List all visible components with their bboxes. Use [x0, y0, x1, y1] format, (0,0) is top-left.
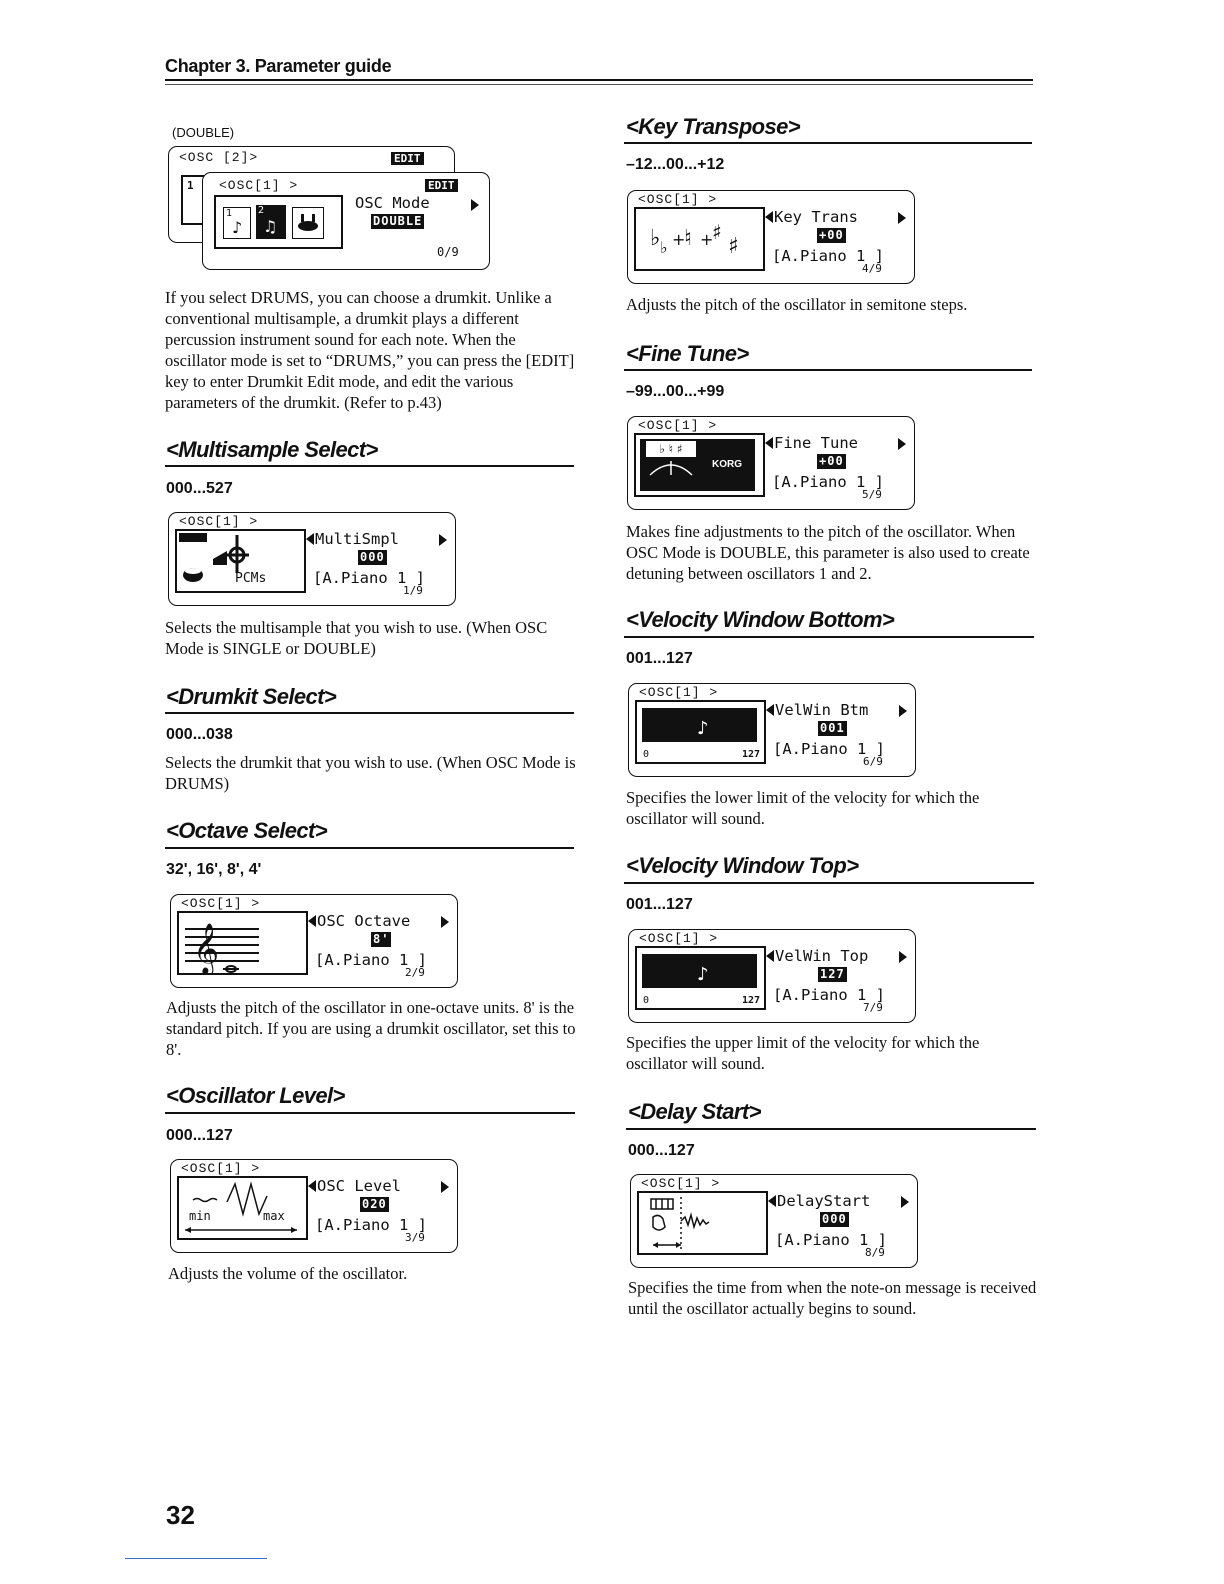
footer-rule	[125, 1558, 267, 1559]
tuner-display	[640, 439, 755, 491]
svg-text:♭: ♭	[660, 238, 668, 257]
edit-badge: EDIT	[425, 179, 458, 192]
page-indicator: 7/9	[863, 1001, 883, 1014]
svg-text:+: +	[700, 230, 714, 249]
section-title-drumkit: <Drumkit Select>	[166, 684, 337, 709]
section-rule	[624, 882, 1034, 884]
param-name: OSC Octave	[308, 911, 410, 931]
pcm-label: PCMs	[235, 571, 267, 586]
section-title-delay-start: <Delay Start>	[628, 1099, 761, 1124]
range-octave: 32', 16', 8', 4'	[166, 861, 262, 878]
next-arrow-icon	[441, 916, 449, 928]
param-name: Key Trans	[765, 207, 858, 227]
lcd-tab: <OSC[1] >	[638, 192, 718, 207]
header-rule	[165, 79, 1033, 81]
param-value: 000	[822, 1212, 847, 1226]
vel-bottom-desc: Specifies the lower limit of the velocity for which the oscillator will sound.	[626, 788, 980, 828]
prev-arrow-icon	[308, 1180, 316, 1192]
program-name: [A.Piano 1 ]	[772, 473, 884, 491]
section-title-fine-tune: <Fine Tune>	[626, 341, 749, 366]
prev-arrow-icon	[765, 211, 773, 223]
next-arrow-icon	[899, 705, 907, 717]
tuner-scale-icon: ♭ ♮ ♯	[646, 441, 696, 457]
range-delay-start: 000...127	[628, 1142, 695, 1159]
delay-start-desc: Specifies the time from when the note-on message is received until the oscillator actually begins to sound.	[628, 1278, 1037, 1318]
velocity-window-bar	[642, 954, 757, 988]
tuner-needle-icon	[646, 457, 696, 477]
vel-top-desc: Specifies the upper limit of the velocity for which the oscillator will sound.	[626, 1033, 980, 1073]
prev-arrow-icon	[766, 704, 774, 716]
range-key-transpose: –12...00...+12	[626, 156, 725, 173]
section-title-vel-top: <Velocity Window Top>	[626, 853, 859, 878]
lcd-delay-start	[630, 1174, 918, 1268]
page-indicator: 6/9	[863, 755, 883, 768]
lcd-graphic-box	[175, 529, 306, 593]
param-name: VelWin Btm	[766, 700, 868, 720]
prev-arrow-icon	[768, 1195, 776, 1207]
program-name: [A.Piano 1 ]	[315, 951, 427, 969]
lcd-graphic-box	[177, 1176, 308, 1240]
note-icon: ♪	[232, 218, 243, 237]
osc-level-desc: Adjusts the volume of the oscillator.	[168, 1264, 408, 1283]
section-rule	[626, 1128, 1036, 1130]
program-name: [A.Piano 1 ]	[773, 986, 885, 1004]
section-title-key-transpose: <Key Transpose>	[626, 114, 801, 139]
edit-badge: EDIT	[391, 152, 424, 165]
param-name: DelayStart	[768, 1191, 870, 1211]
param-name: Fine Tune	[765, 433, 858, 453]
page-indicator: 1/9	[403, 584, 423, 597]
chapter-title: Chapter 3. Parameter guide	[165, 56, 392, 76]
velocity-min-label: 0	[643, 749, 650, 760]
icon-number: 2	[258, 205, 265, 216]
section-title-osc-level: <Oscillator Level>	[166, 1083, 345, 1108]
svg-text:♭: ♭	[650, 226, 661, 251]
prev-arrow-icon	[765, 437, 773, 449]
range-drumkit: 000...038	[166, 726, 233, 743]
section-rule	[165, 847, 574, 849]
svg-text:♯: ♯	[712, 220, 722, 244]
header-rule-thin	[165, 84, 1033, 85]
max-label: max	[263, 1209, 285, 1223]
section-rule	[624, 636, 1034, 638]
lcd-octave	[170, 894, 458, 988]
double-label: (DOUBLE)	[172, 125, 235, 140]
waveform-level-icon	[179, 1178, 306, 1238]
param-value: +00	[819, 228, 844, 242]
lcd-graphic-box	[177, 911, 308, 975]
svg-text:♮: ♮	[684, 226, 692, 251]
drumkit-desc: Selects the drumkit that you wish to use. (When OSC Mode is DRUMS)	[165, 753, 576, 793]
param-name: OSC Mode	[355, 194, 430, 212]
note-icon: ♪	[697, 964, 709, 985]
lcd-tab: <OSC[1] >	[639, 685, 719, 700]
param-value: 000	[360, 550, 385, 564]
key-transpose-desc: Adjusts the pitch of the oscillator in semitone steps.	[626, 295, 968, 314]
double-note-icon	[256, 205, 286, 239]
prev-arrow-icon	[306, 533, 314, 545]
program-name: [A.Piano 1 ]	[775, 1231, 887, 1249]
note-icon: ♪	[697, 718, 709, 739]
icon-number: 1	[226, 208, 233, 219]
param-value: 127	[820, 967, 845, 981]
range-osc-level: 000...127	[166, 1127, 233, 1144]
lcd-tab: <OSC [2]>	[179, 150, 259, 165]
lcd-fine-tune	[627, 416, 915, 510]
drum-icon	[292, 207, 324, 239]
param-value: 8'	[373, 932, 390, 946]
page-indicator: 5/9	[862, 488, 882, 501]
osc-mode-graphic	[214, 195, 343, 249]
page-indicator: 4/9	[862, 262, 882, 275]
lcd-multisample	[168, 512, 456, 606]
back-icon-number: 1	[187, 179, 194, 192]
fine-tune-desc: Makes fine adjustments to the pitch of the oscillator. When OSC Mode is DOUBLE, this parameter is also used to create detuning between oscillators 1 and 2.	[626, 522, 1030, 583]
lcd-tab: <OSC[1] >	[181, 896, 261, 911]
section-rule	[165, 712, 574, 714]
lcd-graphic-box	[637, 1191, 768, 1255]
lcd-tab: <OSC[1] >	[638, 418, 718, 433]
next-arrow-icon	[471, 199, 479, 211]
svg-text:𝄞: 𝄞	[193, 923, 220, 973]
lcd-double-stack	[168, 146, 493, 270]
velocity-max-label: 127	[741, 995, 760, 1006]
range-multisample: 000...527	[166, 480, 233, 497]
lcd-tab: <OSC[1] >	[179, 514, 259, 529]
velocity-min-label: 0	[643, 995, 650, 1006]
svg-text:♯: ♯	[728, 234, 739, 259]
prev-arrow-icon	[766, 950, 774, 962]
notes-icon: ♫	[263, 217, 278, 236]
lcd-tab: <OSC[1] >	[219, 178, 299, 193]
param-value: 001	[820, 721, 845, 735]
next-arrow-icon	[441, 1181, 449, 1193]
page-indicator: 2/9	[405, 966, 425, 979]
lcd-vel-bottom	[628, 683, 916, 777]
lcd-vel-top	[628, 929, 916, 1023]
octave-desc: Adjusts the pitch of the oscillator in one-octave units. 8' is the standard pitch. If you are using a drumkit oscillator, set this to 8'.	[166, 998, 576, 1059]
program-name: [A.Piano 1 ]	[313, 569, 425, 587]
lcd-graphic-box	[634, 207, 765, 271]
program-name: [A.Piano 1 ]	[315, 1216, 427, 1234]
section-rule	[624, 369, 1032, 371]
drums-paragraph: If you select DRUMS, you can choose a drumkit. Unlike a conventional multisample, a drumkit plays a different percussion instrument sound for each note. When the oscillator mode is set to “DRUMS,” you can press the [EDIT] key to enter Drumkit Edit mode, and edit the various parameters of the drumkit. (Refer to p.43)	[165, 288, 575, 412]
program-name: [A.Piano 1 ]	[772, 247, 884, 265]
korg-logo: KORG	[712, 459, 742, 470]
lcd-graphic-box	[634, 433, 765, 497]
param-value: DOUBLE	[373, 214, 423, 228]
lcd-osc-level	[170, 1159, 458, 1253]
page-indicator: 8/9	[865, 1246, 885, 1259]
lcd-front-screen	[202, 172, 490, 270]
range-fine-tune: –99...00...+99	[626, 383, 725, 400]
accidentals-icon	[636, 209, 763, 269]
section-title-multisample: <Multisample Select>	[166, 437, 378, 462]
lcd-tab: <OSC[1] >	[181, 1161, 261, 1176]
range-vel-bottom: 001...127	[626, 650, 693, 667]
lcd-tab: <OSC[1] >	[639, 931, 719, 946]
range-vel-top: 001...127	[626, 896, 693, 913]
lcd-tab: <OSC[1] >	[641, 1176, 721, 1191]
page-indicator: 0/9	[437, 245, 459, 259]
section-title-vel-bottom: <Velocity Window Bottom>	[626, 607, 895, 632]
single-note-icon	[223, 207, 251, 239]
param-name: MultiSmpl	[306, 529, 399, 549]
lcd-key-transpose	[627, 190, 915, 284]
delay-keyboard-icon	[639, 1193, 766, 1253]
treble-clef-icon	[179, 913, 306, 973]
min-label: min	[189, 1209, 211, 1223]
section-rule	[624, 142, 1032, 144]
velocity-max-label: 127	[741, 749, 760, 760]
param-name: OSC Level	[308, 1176, 401, 1196]
param-value: 020	[362, 1197, 387, 1211]
multisample-desc: Selects the multisample that you wish to use. (When OSC Mode is SINGLE or DOUBLE)	[165, 618, 548, 658]
next-arrow-icon	[439, 534, 447, 546]
next-arrow-icon	[898, 438, 906, 450]
section-title-octave: <Octave Select>	[166, 818, 328, 843]
velocity-window-bar	[642, 708, 757, 742]
page-number: 32	[166, 1500, 195, 1530]
next-arrow-icon	[901, 1196, 909, 1208]
param-name: VelWin Top	[766, 946, 868, 966]
section-rule	[165, 1112, 575, 1114]
lcd-graphic-box	[635, 700, 766, 764]
svg-text:+: +	[672, 230, 686, 249]
prev-arrow-icon	[308, 915, 316, 927]
program-name: [A.Piano 1 ]	[773, 740, 885, 758]
next-arrow-icon	[898, 212, 906, 224]
section-rule	[165, 465, 574, 467]
param-value: +00	[819, 454, 844, 468]
page-indicator: 3/9	[405, 1231, 425, 1244]
lcd-graphic-box	[635, 946, 766, 1010]
next-arrow-icon	[899, 951, 907, 963]
